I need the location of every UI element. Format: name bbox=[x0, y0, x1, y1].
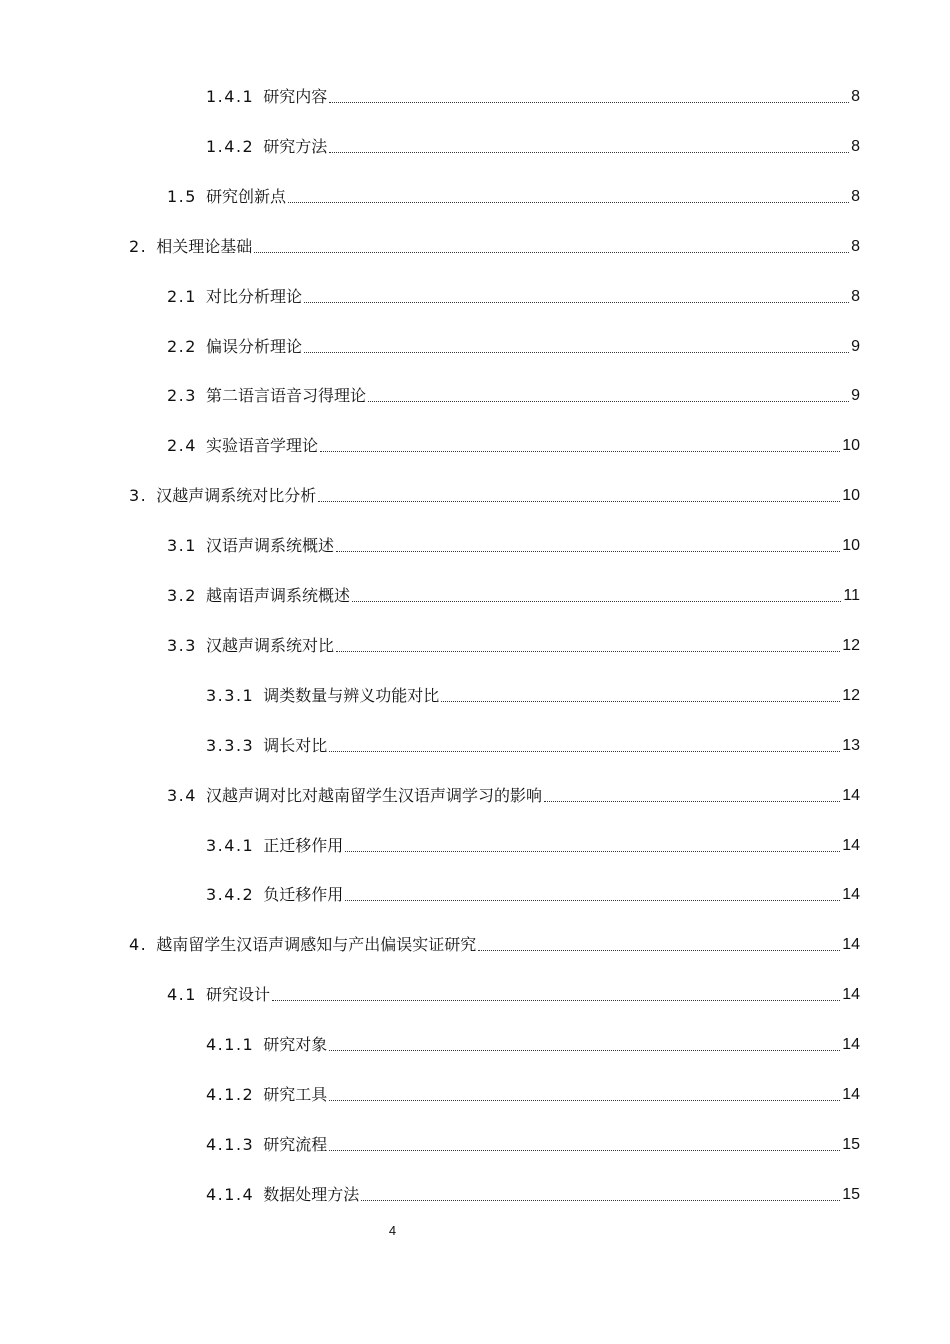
toc-entry-number: 3.4 bbox=[167, 785, 197, 805]
toc-entry-number: 4.1 bbox=[167, 985, 197, 1005]
toc-entry-title: 调长对比 bbox=[263, 735, 328, 755]
toc-entry[interactable] bbox=[167, 577, 860, 607]
toc-entry[interactable] bbox=[206, 1026, 860, 1056]
toc-entry-title: 负迁移作用 bbox=[263, 885, 344, 905]
toc-entry-title: 研究方法 bbox=[263, 136, 328, 156]
dot-leader bbox=[318, 500, 840, 502]
toc-entry-number: 3. bbox=[129, 486, 148, 506]
toc-entry-number: 3.4.2 bbox=[206, 885, 255, 905]
toc-entry-page: 8 bbox=[851, 237, 860, 255]
toc-entry-title: 汉越声调系统对比 bbox=[205, 635, 334, 655]
toc-entry-number: 2.1 bbox=[167, 286, 197, 306]
toc-entry[interactable] bbox=[129, 926, 860, 956]
toc-entry-title: 第二语言语音习得理论 bbox=[205, 386, 366, 406]
toc-entry-title: 研究工具 bbox=[263, 1085, 328, 1104]
toc-entry-number: 3.3 bbox=[167, 635, 197, 655]
toc-entry[interactable] bbox=[167, 328, 860, 358]
toc-entry-page: 14 bbox=[842, 786, 860, 804]
toc-entry[interactable] bbox=[167, 178, 860, 208]
dot-leader bbox=[320, 450, 840, 452]
toc-entry-page: 8 bbox=[851, 187, 860, 205]
dot-leader bbox=[345, 850, 840, 852]
toc-entry-title: 研究创新点 bbox=[205, 186, 286, 206]
toc-entry[interactable] bbox=[167, 527, 860, 557]
toc-entry-page: 14 bbox=[842, 986, 860, 1004]
toc-entry-title: 数据处理方法 bbox=[263, 1184, 360, 1204]
toc-entry-number: 1.5 bbox=[167, 186, 197, 206]
toc-entry-number: 4.1.4 bbox=[206, 1184, 255, 1204]
dot-leader bbox=[336, 650, 840, 652]
dot-leader bbox=[345, 899, 840, 901]
toc-entry-title: 越南语声调系统概述 bbox=[205, 586, 350, 605]
dot-leader bbox=[361, 1199, 840, 1201]
dot-leader bbox=[329, 1049, 840, 1051]
toc-entry-page: 12 bbox=[842, 686, 860, 704]
toc-entry-page: 10 bbox=[842, 537, 860, 555]
toc-entry-page: 8 bbox=[851, 88, 860, 105]
toc-entry-title: 越南留学生汉语声调感知与产出偏误实证研究 bbox=[156, 935, 477, 955]
dot-leader bbox=[329, 101, 849, 103]
toc-entry-number: 4.1.3 bbox=[206, 1134, 255, 1154]
toc-entry[interactable] bbox=[167, 627, 860, 657]
toc-entry[interactable] bbox=[206, 78, 860, 108]
toc-entry[interactable] bbox=[167, 427, 860, 457]
toc-entry-page: 9 bbox=[851, 337, 860, 355]
dot-leader bbox=[254, 251, 849, 253]
toc-entry-number: 4. bbox=[129, 935, 148, 955]
toc-entry-number: 3.3.3 bbox=[206, 735, 255, 755]
dot-leader bbox=[329, 750, 840, 752]
toc-entry-number: 2.3 bbox=[167, 386, 197, 406]
toc-entry-page: 8 bbox=[851, 287, 860, 305]
toc-entry[interactable] bbox=[167, 377, 860, 407]
toc-entry-title: 对比分析理论 bbox=[205, 286, 302, 306]
toc-entry-page: 14 bbox=[842, 1036, 860, 1054]
toc-entry-page: 14 bbox=[842, 936, 860, 954]
dot-leader bbox=[329, 151, 849, 153]
toc-entry-page: 14 bbox=[842, 1086, 860, 1103]
toc-entry[interactable] bbox=[129, 228, 860, 258]
dot-leader bbox=[544, 800, 840, 802]
toc-entry-title: 汉语声调系统概述 bbox=[205, 536, 334, 556]
toc-entry-title: 汉越声调对比对越南留学生汉语声调学习的影响 bbox=[205, 785, 542, 805]
toc-entry-title: 实验语音学理论 bbox=[205, 436, 318, 456]
dot-leader bbox=[441, 700, 840, 702]
dot-leader bbox=[329, 1099, 840, 1101]
toc-entry[interactable] bbox=[206, 827, 860, 857]
toc-entry-page: 8 bbox=[851, 137, 860, 155]
toc-entry-page: 15 bbox=[842, 1135, 860, 1153]
toc-entry[interactable] bbox=[206, 1076, 860, 1106]
toc-entry-number: 2.4 bbox=[167, 436, 197, 456]
toc-entry[interactable] bbox=[206, 1176, 860, 1206]
dot-leader bbox=[336, 550, 840, 552]
toc-entry[interactable] bbox=[167, 777, 860, 807]
dot-leader bbox=[352, 600, 841, 602]
toc-entry-title: 调类数量与辨义功能对比 bbox=[263, 685, 440, 705]
toc-entry-page: 10 bbox=[842, 437, 860, 455]
toc-entry[interactable] bbox=[167, 278, 860, 308]
toc-entry-number: 3.1 bbox=[167, 536, 197, 556]
dot-leader bbox=[304, 301, 849, 303]
toc-entry-title: 研究流程 bbox=[263, 1134, 328, 1154]
toc-entry[interactable] bbox=[206, 727, 860, 757]
dot-leader bbox=[329, 1149, 840, 1151]
toc-entry[interactable] bbox=[206, 876, 860, 906]
toc-entry-title: 汉越声调系统对比分析 bbox=[156, 486, 317, 506]
toc-entry-number: 3.4.1 bbox=[206, 835, 255, 855]
toc-entry-page: 13 bbox=[842, 736, 860, 754]
dot-leader bbox=[478, 949, 840, 951]
toc-entry[interactable] bbox=[129, 477, 860, 507]
dot-leader bbox=[368, 400, 849, 402]
toc-entry-title: 正迁移作用 bbox=[263, 835, 344, 855]
page-number: 4 bbox=[388, 1223, 397, 1238]
toc-entry-page: 15 bbox=[842, 1185, 860, 1203]
toc-entry-number: 4.1.1 bbox=[206, 1035, 255, 1055]
toc-entry-number: 2.2 bbox=[167, 336, 197, 356]
toc-entry-page: 14 bbox=[842, 886, 860, 904]
toc-entry[interactable] bbox=[206, 677, 860, 707]
toc-entry-page: 9 bbox=[851, 387, 860, 405]
toc-entry[interactable] bbox=[167, 976, 860, 1006]
toc-entry-page: 14 bbox=[842, 836, 860, 854]
toc-entry-number: 4.1.2 bbox=[206, 1085, 255, 1104]
toc-entry-number: 1.4.1 bbox=[206, 87, 255, 106]
toc-entry[interactable] bbox=[206, 1126, 860, 1156]
toc-entry-title: 偏误分析理论 bbox=[205, 336, 302, 356]
toc-entry[interactable] bbox=[206, 128, 860, 158]
toc-entry-page: 11 bbox=[843, 587, 860, 604]
toc-entry-number: 2. bbox=[129, 236, 148, 256]
toc-entry-title: 研究设计 bbox=[205, 985, 270, 1005]
toc-entry-number: 1.4.2 bbox=[206, 136, 255, 156]
toc-entry-number: 3.3.1 bbox=[206, 685, 255, 705]
toc-entry-number: 3.2 bbox=[167, 586, 197, 605]
toc-entry-title: 研究对象 bbox=[263, 1035, 328, 1055]
toc-entry-title: 研究内容 bbox=[263, 87, 328, 106]
toc-entry-page: 10 bbox=[842, 487, 860, 505]
dot-leader bbox=[272, 999, 840, 1001]
dot-leader bbox=[288, 201, 849, 203]
toc-entry-page: 12 bbox=[842, 636, 860, 654]
toc-entry-title: 相关理论基础 bbox=[156, 236, 253, 256]
dot-leader bbox=[304, 351, 849, 353]
